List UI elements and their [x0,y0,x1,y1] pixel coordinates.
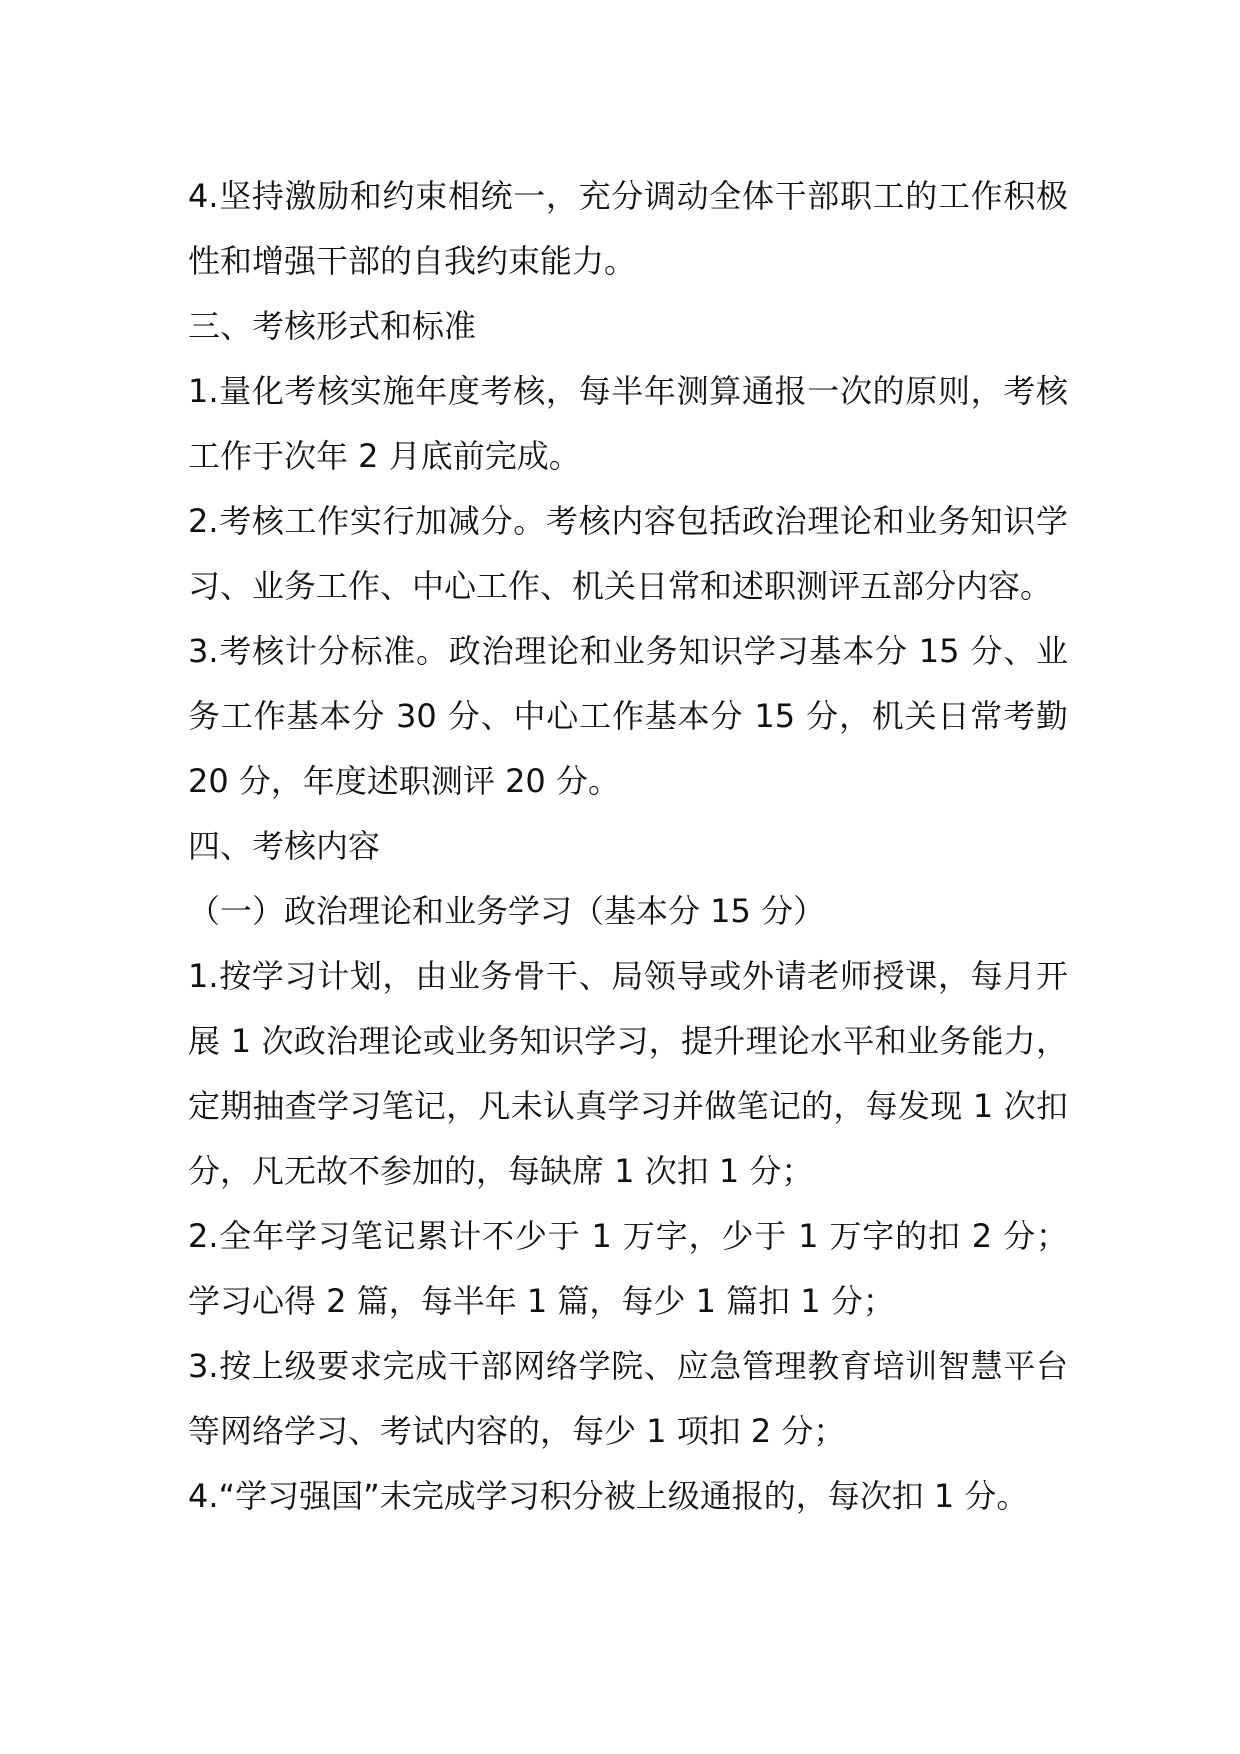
heading-assessment-form: 三、考核形式和标准 [188,307,477,345]
document-body [188,164,1068,1529]
paragraph-study-3: 3.按上级要求完成干部网络学院、应急管理教育培训智慧平台等网络学习、考试内容的，每少 1 项扣 2 分； [188,1347,1068,1450]
heading-assessment-content: 四、考核内容 [188,827,381,865]
paragraph-study-4: 4.“学习强国”未完成学习积分被上级通报的，每次扣 1 分。 [188,1477,1029,1515]
subheading-political-study: （一）政治理论和业务学习（基本分 15 分） [188,892,826,930]
paragraph-study-2: 2.全年学习笔记累计不少于 1 万字，少于 1 万字的扣 2 分；学习心得 2 篇，每半年 1 篇，每少 1 篇扣 1 分； [188,1217,1068,1320]
paragraph-form-3: 3.考核计分标准。政治理论和业务知识学习基本分 15 分、业务工作基本分 30 分、中心工作基本分 15 分，机关日常考勤 20 分，年度述职测评 20 分。 [188,632,1068,800]
paragraph-principle-4: 4.坚持激励和约束相统一，充分调动全体干部职工的工作积极性和增强干部的自我约束能力。 [188,177,1068,280]
paragraph-form-1: 1.量化考核实施年度考核，每半年测算通报一次的原则，考核工作于次年 2 月底前完成。 [188,372,1068,475]
paragraph-form-2: 2.考核工作实行加减分。考核内容包括政治理论和业务知识学习、业务工作、中心工作、机关日常和述职测评五部分内容。 [188,502,1068,605]
paragraph-study-1: 1.按学习计划，由业务骨干、局领导或外请老师授课，每月开展 1 次政治理论或业务知识学习，提升理论水平和业务能力，定期抽查学习笔记，凡未认真学习并做笔记的，每发现 1 次扣分，凡无故不参加的，每缺席 1 次扣 1 分； [188,957,1068,1190]
